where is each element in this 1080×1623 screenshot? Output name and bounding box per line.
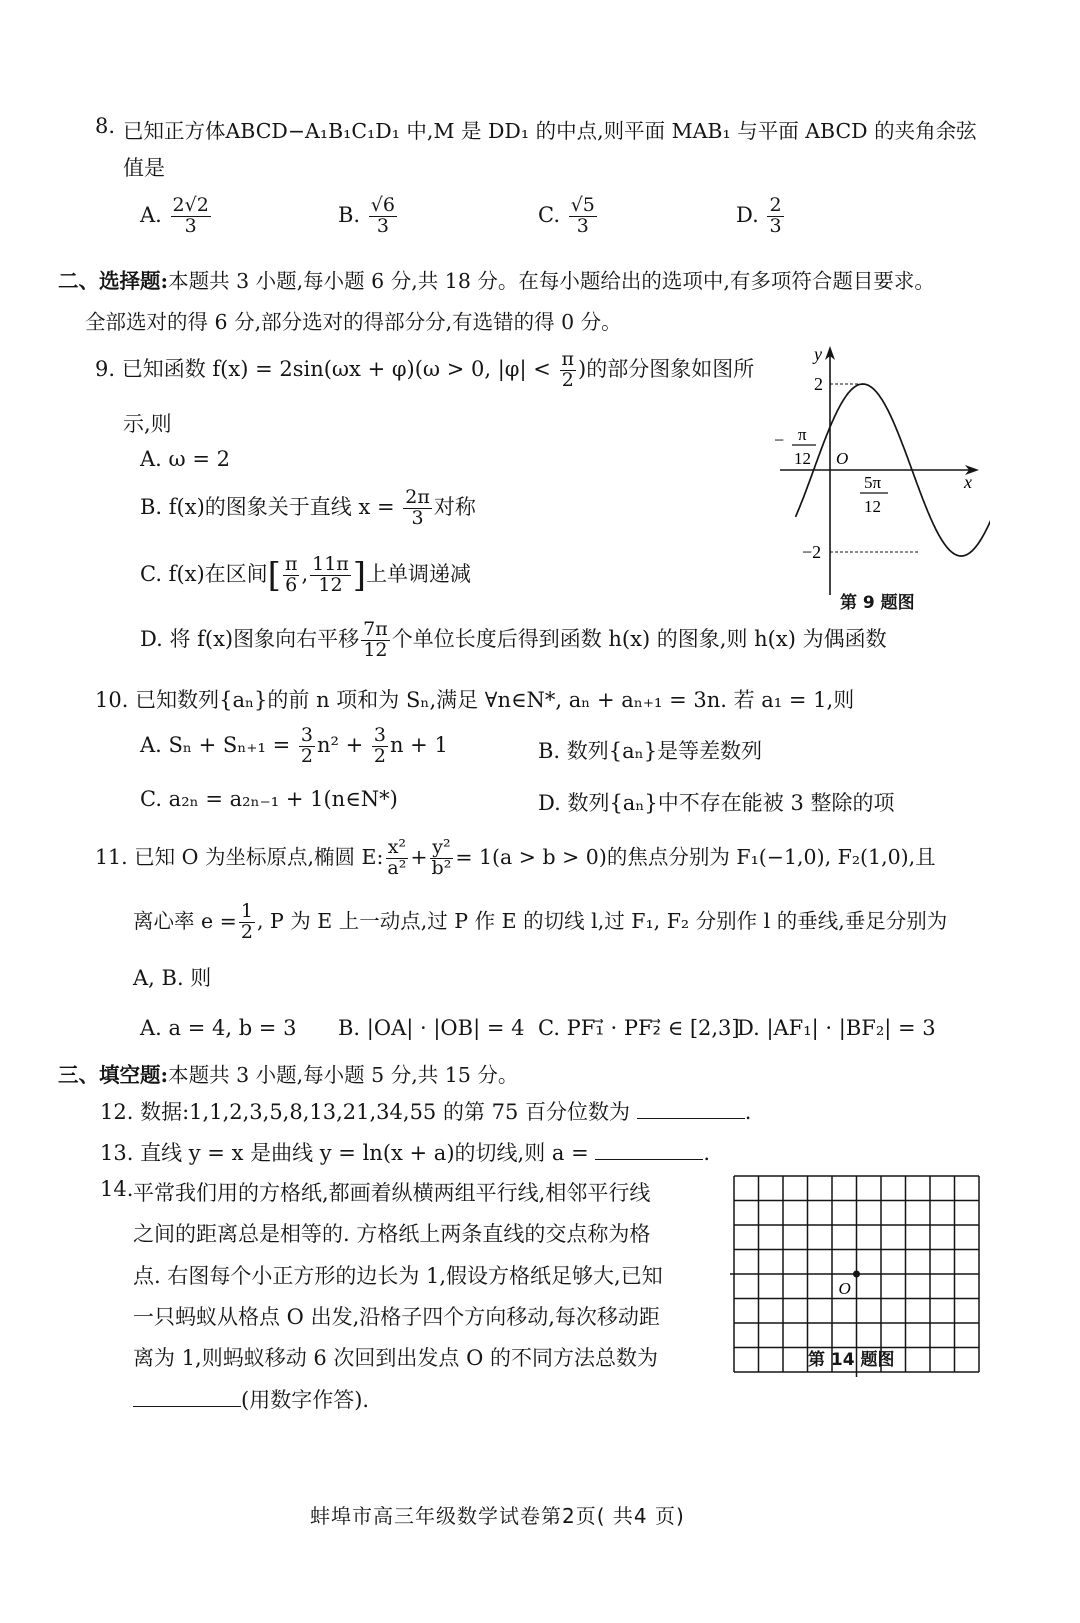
q8-option-a [140, 196, 213, 237]
q13 [100, 1137, 710, 1167]
q14-number: 14. [100, 1177, 134, 1201]
option-label: C. [538, 202, 560, 227]
q8-number: 8. [95, 114, 116, 138]
section2-line2: 全部选对的得 6 分,部分选对的得部分分,有选错的得 0 分。 [85, 310, 622, 334]
frac-num: √5 [570, 194, 595, 216]
frac-den: 3 [376, 214, 389, 237]
q9-optc-a: C. f(x)在区间 [140, 561, 268, 586]
frac-den: 3 [184, 214, 197, 237]
frac-den: 6 [285, 573, 298, 596]
section2-line1: 本题共 3 小题,每小题 6 分,共 18 分。在每小题给出的选项中,有多项符合题目要求。 [168, 269, 935, 293]
frac-den: 3 [576, 214, 589, 237]
q14-line: 平常我们用的方格纸,都画着纵横两组平行线,相邻平行线 [133, 1181, 651, 1205]
frac-den: 2 [240, 920, 253, 943]
q10-stem [95, 684, 854, 714]
q11-option-b: B. |OA| · |OB| = 4 [338, 1016, 525, 1040]
q12-number: 12. [100, 1100, 134, 1124]
q8-stem-line2: 值是 [123, 156, 165, 180]
frac-den: b² [431, 856, 452, 879]
frac-den: a² [387, 856, 407, 879]
q10-opta-b: n + 1 [389, 732, 448, 757]
q13-answer-blank[interactable] [595, 1159, 703, 1160]
section2-header [58, 264, 935, 294]
frac-num: 2√2 [172, 194, 209, 216]
y-max-label: 2 [814, 374, 823, 394]
x-right-den: 12 [864, 497, 881, 516]
q14-line: 离为 1,则蚂蚁移动 6 次回到出发点 O 的不同方法总数为 [133, 1346, 658, 1370]
q13-text: 直线 y = x 是曲线 y = ln(x + a)的切线,则 a = [140, 1141, 589, 1165]
q14-answer-blank[interactable] [133, 1406, 241, 1407]
y-min-label: −2 [802, 542, 822, 562]
option-label: B. [338, 202, 361, 227]
q9-stem-b: )的部分图象如图所 [578, 356, 755, 381]
frac-den: 2 [373, 744, 386, 767]
q8-stem-line1: 已知正方体ABCD−A₁B₁C₁D₁ 中,M 是 DD₁ 的中点,则平面 MAB₁ 与平面 ABCD 的夹角余弦 [123, 119, 977, 143]
q9-option-b [140, 488, 476, 529]
q11-line2 [133, 902, 947, 943]
y-axis-label: y [814, 344, 822, 364]
frac-num: 1 [240, 900, 253, 922]
q11-option-d: D. |AF₁| · |BF₂| = 3 [737, 1016, 936, 1040]
q11-line2-b: , P 为 E 上一动点,过 P 作 E 的切线 l,过 F₁, F₂ 分别作 l 的垂线,垂足分别为 [256, 908, 948, 933]
x-left-num: π [798, 425, 807, 444]
q9-figure [770, 340, 990, 620]
q14-line: 点. 右图每个小正方形的边长为 1,假设方格纸足够大,已知 [133, 1264, 663, 1288]
q9-stem-a: 已知函数 f(x) = 2sin(ωx + φ)(ω > 0, |φ| < [121, 356, 551, 381]
q14-answer-suffix: (用数字作答). [241, 1388, 370, 1412]
section2-heading: 二、选择题: [58, 269, 169, 293]
q12 [100, 1096, 751, 1126]
section3-header [58, 1058, 518, 1088]
q8-option-b [338, 196, 399, 237]
frac-num: 3 [373, 724, 386, 746]
q11-line3: A, B. 则 [133, 966, 212, 990]
q11-stem [95, 838, 936, 879]
frac-num: 11π [312, 553, 349, 575]
origin-label: O [838, 1279, 851, 1298]
frac-den: 3 [769, 214, 782, 237]
frac-num: 2 [769, 194, 782, 216]
q12-answer-blank[interactable] [637, 1118, 745, 1119]
q8-option-d [736, 196, 786, 237]
q8-option-c [538, 196, 599, 237]
origin-point [853, 1271, 860, 1278]
q11-line2-a: 离心率 e = [133, 908, 237, 933]
frac-num: 7π [363, 618, 388, 640]
frac-den: 2 [561, 368, 574, 391]
q14-line: 之间的距离总是相等的. 方格纸上两条直线的交点称为格 [133, 1222, 651, 1246]
frac-num: x² [387, 836, 407, 858]
q10-number: 10. [95, 688, 129, 712]
q9-optb-a: B. f(x)的图象关于直线 x = [140, 494, 395, 519]
frac-den: 3 [411, 506, 424, 529]
q10-opta-mid: n² + [316, 732, 364, 757]
x-axis-label: x [964, 472, 972, 492]
q9-option-c: C. f(x)在区间[ $\frac{\pi}{6}$ , $\frac{11\pi}{12}$ ]上单调递减 [140, 553, 472, 596]
q9-optd-a: D. 将 f(x)图象向右平移 [140, 626, 360, 651]
frac-num: π [284, 553, 298, 575]
q11-option-c: C. PF₁⃗ · PF₂⃗ ∈ [2,3] [538, 1016, 740, 1040]
frac-num: 3 [300, 724, 313, 746]
q10-option-c: C. a₂ₙ = a₂ₙ₋₁ + 1(n∈N*) [140, 787, 398, 811]
q10-option-a [140, 726, 448, 767]
q10-option-d: D. 数列{aₙ}中不存在能被 3 整除的项 [538, 791, 895, 815]
origin-label: O [836, 449, 849, 468]
x-left-sign: − [774, 430, 785, 450]
q9-option-d [140, 620, 887, 661]
q9-optb-b: 对称 [433, 494, 476, 519]
frac-num: y² [432, 836, 451, 858]
frac-num: 2π [405, 486, 430, 508]
q14-line: 一只蚂蚁从格点 O 出发,沿格子四个方向移动,每次移动距 [133, 1305, 660, 1329]
q13-end: . [703, 1141, 711, 1165]
page-footer: 蚌埠市高三年级数学试卷第2页( 共4 页) [310, 1504, 685, 1528]
q12-end: . [744, 1100, 752, 1124]
x-right-num: 5π [864, 473, 882, 492]
q10-stem-text: 已知数列{aₙ}的前 n 项和为 Sₙ,满足 ∀n∈N*, aₙ + aₙ₊₁ = 3n. 若 a₁ = 1,则 [135, 688, 855, 712]
x-left-den: 12 [794, 449, 811, 468]
q9-stem [95, 350, 754, 391]
option-label: A. [140, 202, 162, 227]
q11-number: 11. [95, 844, 128, 869]
frac-den: 12 [318, 573, 343, 596]
q10-opta-a: A. Sₙ + Sₙ₊₁ = [140, 732, 291, 757]
option-label: D. [736, 202, 759, 227]
q14-figure-caption: 第 14 题图 [808, 1350, 895, 1370]
section3-heading: 三、填空题: [58, 1063, 169, 1087]
frac-den: 12 [363, 638, 388, 661]
plus-sign: + [410, 844, 428, 869]
frac-num: π [561, 348, 575, 370]
q12-text: 数据:1,1,2,3,5,8,13,21,34,55 的第 75 百分位数为 [140, 1100, 631, 1124]
q9-optc-b: 上单调递减 [366, 561, 472, 586]
q9-option-a: A. ω = 2 [140, 447, 230, 471]
frac-den: 2 [300, 744, 313, 767]
q11-option-a: A. a = 4, b = 3 [140, 1016, 297, 1040]
section3-text: 本题共 3 小题,每小题 5 分,共 15 分。 [168, 1063, 519, 1087]
q9-optd-b: 个单位长度后得到函数 h(x) 的图象,则 h(x) 为偶函数 [391, 626, 887, 651]
q11-stem-a: 已知 O 为坐标原点,椭圆 E: [134, 844, 384, 869]
q9-number: 9. [95, 356, 116, 381]
q13-number: 13. [100, 1141, 134, 1165]
q11-stem-b: = 1(a > b > 0)的焦点分别为 F₁(−1,0), F₂(1,0),且 [455, 844, 936, 869]
q10-option-b: B. 数列{aₙ}是等差数列 [538, 739, 763, 763]
frac-num: √6 [370, 194, 395, 216]
q14-answer-line [133, 1384, 369, 1414]
q9-figure-caption: 第 9 题图 [840, 593, 915, 613]
q9-stem-line2: 示,则 [123, 412, 172, 436]
